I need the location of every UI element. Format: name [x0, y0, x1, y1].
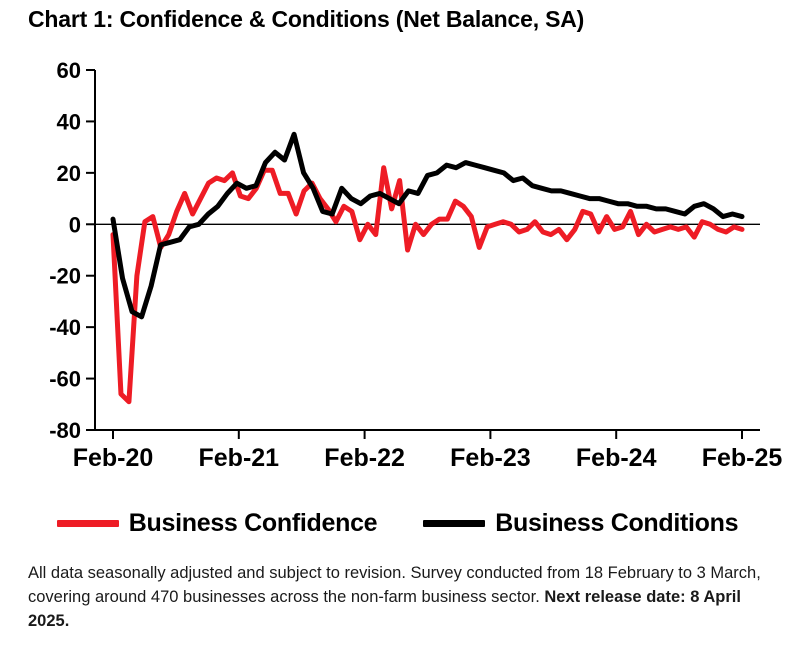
x-tick-label: Feb-21 — [198, 444, 280, 472]
x-tick-label: Feb-20 — [72, 444, 154, 472]
chart-legend — [0, 500, 795, 546]
page-title: Chart 1: Confidence & Conditions (Net Balance, SA) — [28, 6, 585, 32]
y-tick-label: -20 — [49, 263, 81, 289]
y-tick-label: -40 — [49, 315, 81, 341]
series-line-business-confidence — [113, 168, 742, 402]
legend-label-conditions: Business Conditions — [495, 508, 739, 537]
y-tick-label: 40 — [56, 109, 81, 135]
legend-swatch-conditions — [423, 520, 485, 527]
y-tick-label: -80 — [49, 418, 81, 443]
footnote-next-release: Next release date: 8 April 2025. — [28, 587, 741, 630]
plot-area — [0, 50, 795, 480]
footnote-text: All data seasonally adjusted and subject to revision. Survey conducted from 18 February to 3 March, covering around 470 businesses across the non-farm business sector. — [28, 564, 761, 606]
legend-item-confidence — [57, 509, 378, 538]
y-tick-label: 0 — [68, 212, 81, 238]
y-tick-label: -60 — [49, 366, 81, 392]
y-tick-label: 20 — [56, 160, 81, 186]
x-tick-label: Feb-23 — [450, 444, 531, 472]
line-chart-svg — [0, 50, 795, 480]
x-tick-label: Feb-22 — [324, 444, 405, 472]
footnote — [28, 562, 764, 634]
legend-swatch-confidence — [57, 520, 119, 527]
x-tick-label: Feb-25 — [701, 444, 783, 472]
legend-label-confidence: Business Confidence — [128, 508, 378, 537]
x-tick-label: Feb-24 — [575, 444, 657, 472]
legend-item-conditions — [423, 509, 738, 538]
y-tick-label: 60 — [56, 58, 81, 83]
